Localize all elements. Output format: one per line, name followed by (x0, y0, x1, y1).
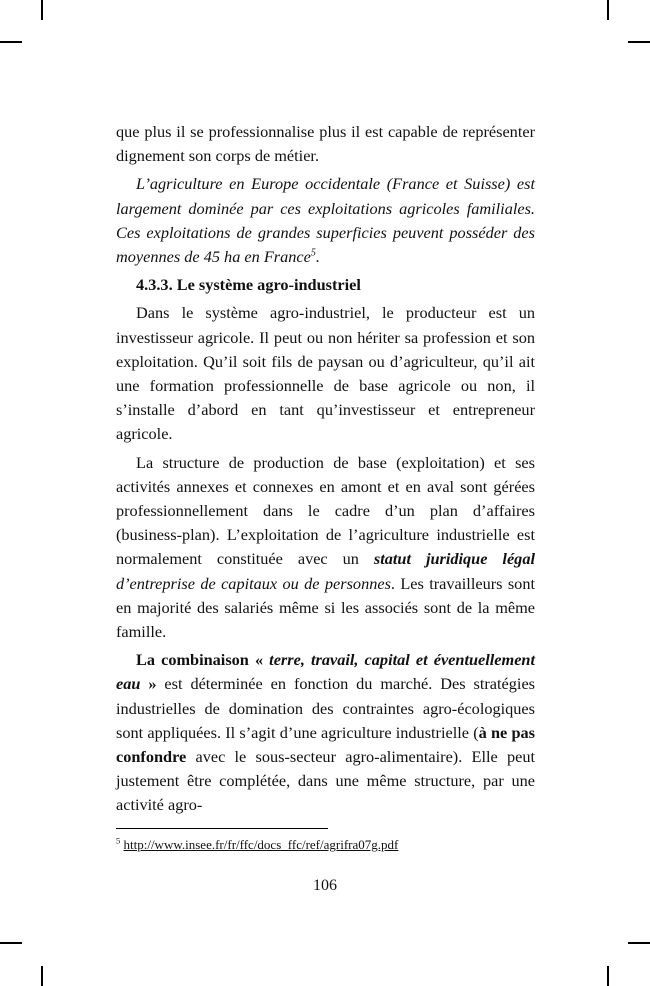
paragraph-1 (116, 120, 535, 168)
crop-mark-bottom-left-horizontal (0, 942, 22, 944)
footnote-number: 5 (116, 835, 121, 846)
paragraph-2 (116, 172, 535, 269)
crop-mark-top-left-horizontal (0, 41, 22, 43)
paragraph-5-bold-italic-b: éventuellement eau (116, 650, 535, 694)
crop-mark-top-right-horizontal (628, 41, 650, 43)
crop-mark-bottom-right-horizontal (628, 942, 650, 944)
crop-mark-top-left-vertical (41, 0, 43, 20)
footnote (116, 837, 398, 853)
paragraph-3-text: Dans le système agro-industriel, le producteur est un investisseur agricole. Il peut ou non hériter sa profession et son exploitation. Qu’il soit fils de paysan ou d’agriculteur, qu’il ait une formation professionnelle de base agricole ou non, il s’installe d’abord en tant qu’investisseur et entrepreneur agricole. (116, 303, 535, 444)
footnote-link[interactable]: http://www.insee.fr/fr/ffc/docs_ffc/ref/agrifra07g.pdf (123, 837, 399, 852)
paragraph-2-text: L’agriculture en Europe occidentale (France et Suisse) est largement dominée par ces exploitations agricoles familiales. Ces exploitations de grandes superficies peuvent posséder des moyennes de 45 ha en France (116, 174, 535, 267)
paragraph-3 (116, 301, 535, 446)
crop-mark-bottom-right-vertical (607, 966, 609, 986)
paragraph-1-text: que plus il se professionnalise plus il est capable de représenter dignement son corps de métier. (116, 122, 535, 166)
crop-mark-top-right-vertical (607, 0, 609, 20)
paragraph-5-text-b: avec le sous-secteur agro-alimentaire). Elle peut justement être complétée, dans une même structure, par une activité agro- (116, 747, 535, 815)
paragraph-5-bold-lead: La combinaison « (136, 650, 270, 670)
crop-mark-bottom-left-vertical (41, 966, 43, 986)
page-body (116, 120, 535, 818)
paragraph-2-end: . (315, 247, 320, 267)
paragraph-4 (116, 451, 535, 645)
paragraph-5-bold: à ne pas confondre (116, 722, 535, 767)
paragraph-4-italic: d’entreprise de capitaux ou de personnes (116, 573, 391, 593)
paragraph-4-text-a: La structure de production de base (exploitation) et ses activités annexes et connexes en amont et en aval sont gérées professionnellement dans le cadre d’un plan d’affaires (business-plan). L’exploitation de l’agriculture industrielle est normalement constituée avec un (116, 452, 535, 569)
page-number: 106 (313, 877, 337, 894)
footnote-reference: 5 (310, 247, 316, 259)
paragraph-4-bold-italic: statut juridique légal (373, 549, 535, 569)
paragraph-5 (116, 648, 535, 817)
paragraph-4-text-b: . Les travailleurs sont en majorité des salariés même si les associés sont de la même famille. (116, 573, 535, 642)
paragraph-5-bold-close: » (140, 674, 157, 694)
paragraph-5-text-a: est déterminée en fonction du marché. Des stratégies industrielles de domination des contraintes agro-écologiques sont appliquées. Il s’agit d’une agriculture industrielle ( (116, 674, 536, 742)
section-heading: 4.3.3. Le système agro-industriel (136, 275, 361, 295)
paragraph-5-bold-italic-a: terre, travail, capital et (269, 650, 434, 670)
footnote-divider (116, 828, 328, 829)
